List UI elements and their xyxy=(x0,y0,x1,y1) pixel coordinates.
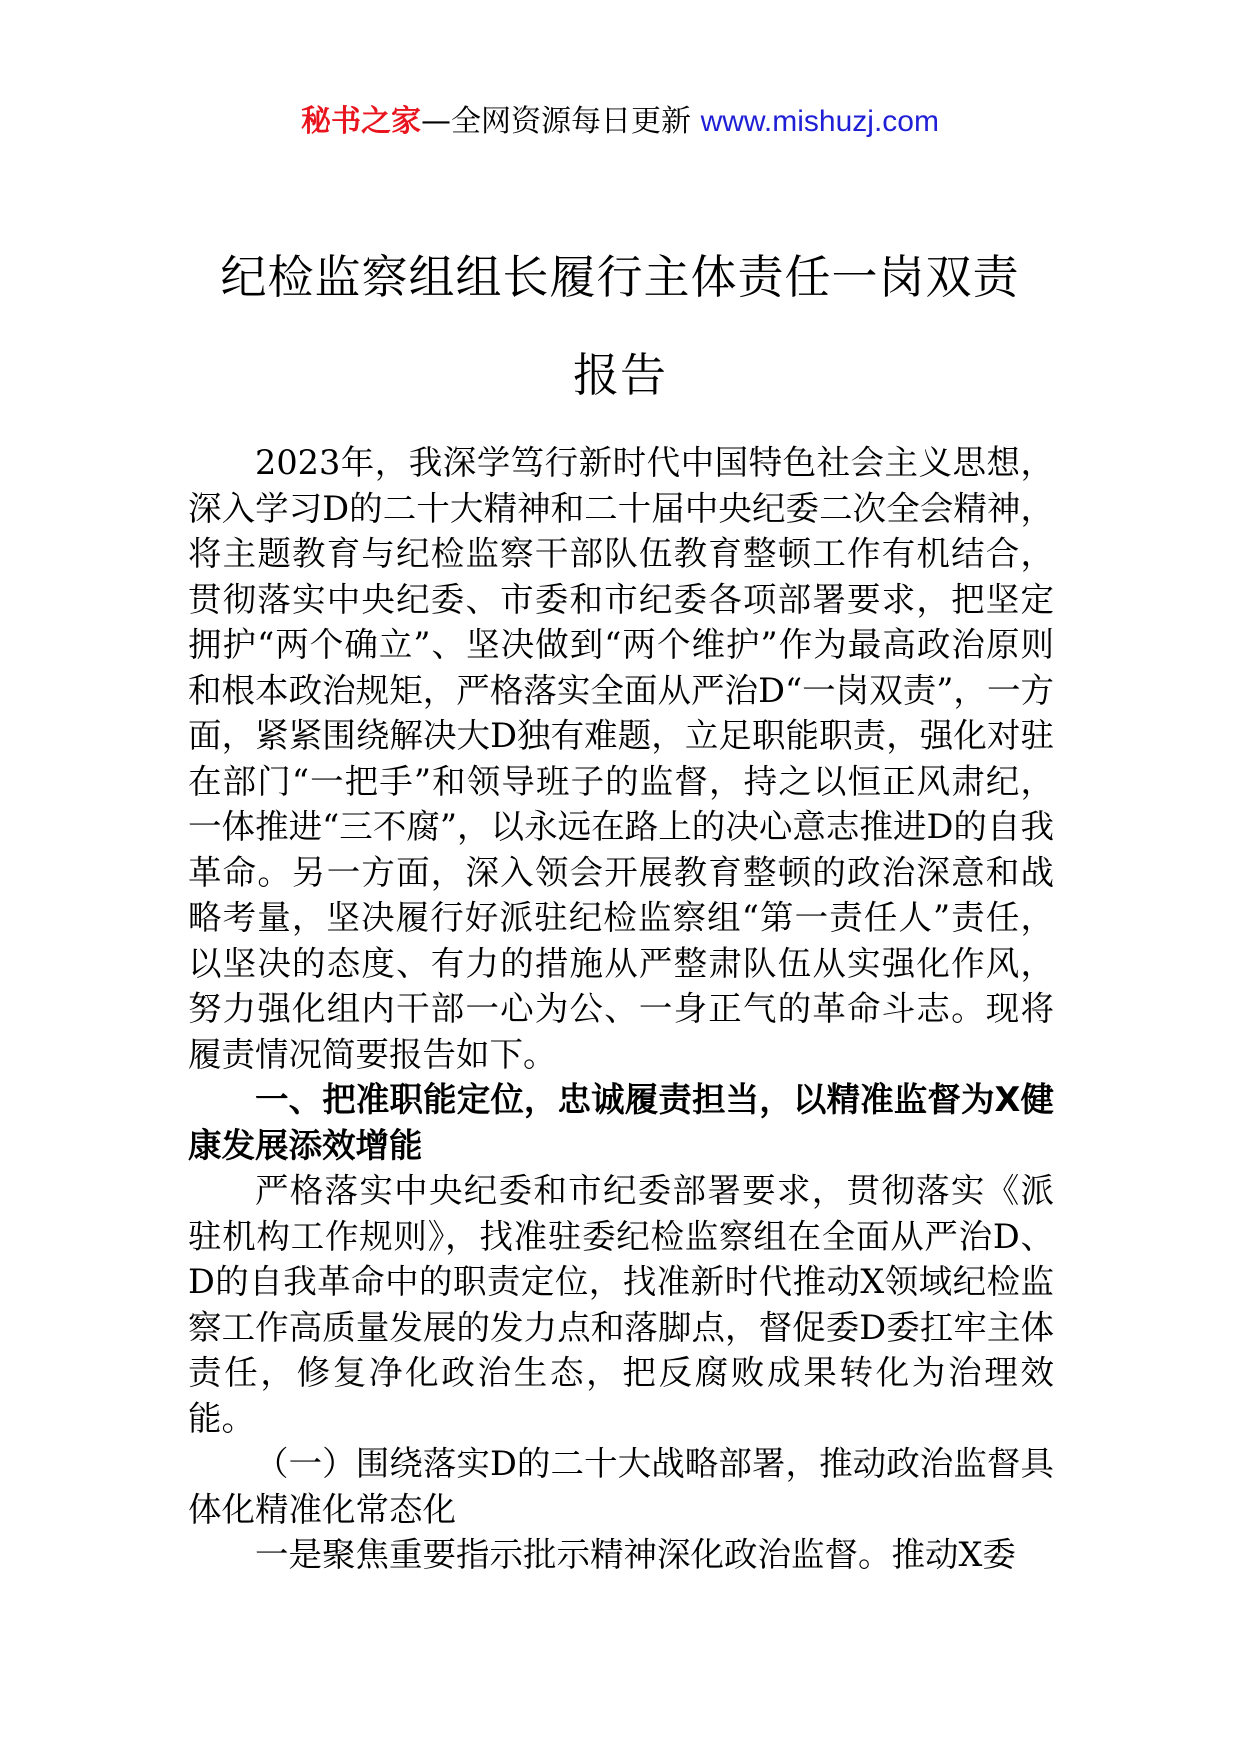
body-paragraph-intro: 2023年，我深学笃行新时代中国特色社会主义思想，深入学习D的二十大精神和二十届中央纪委二次全会精神，将主题教育与纪检监察干部队伍教育整顿工作有机结合，贯彻落实中央纪委、市委和市纪委各项部署要求，把坚定拥护“两个确立”、坚决做到“两个维护”作为最高政治原则和根本政治规矩，严格落实全面从严治D“一岗双责”，一方面，紧紧围绕解决大D独有难题，立足职能职责，强化对驻在部门“一把手”和领导班子的监督，持之以恒正风肃纪，一体推进“三不腐”，以永远在路上的决心意志推进D的自我革命。另一方面，深入领会开展教育整顿的政治深意和战略考量，坚决履行好派驻纪检监察组“第一责任人”责任，以坚决的态度、有力的措施从严整肃队伍从实强化作风，努力强化组内干部一心为公、一身正气的革命斗志。现将履责情况简要报告如下。 xyxy=(188,443,1054,1074)
brand-name: 秘书之家 xyxy=(301,104,422,139)
subsection-heading-1: （一）围绕落实D的二十大战略部署，推动政治监督具体化精准化常态化 xyxy=(188,1444,1054,1529)
document-title-line-2: 报告 xyxy=(573,348,667,402)
document-body xyxy=(188,440,1054,1578)
document-title-line-1: 纪检监察组组长履行主体责任一岗双责 xyxy=(220,250,1020,304)
site-url-link[interactable]: www.mishuzj.com xyxy=(700,105,939,138)
section-heading-1: 一、把准职能定位，忠诚履责担当，以精准监督为X健康发展添效增能 xyxy=(188,1080,1054,1165)
site-header xyxy=(0,100,1240,144)
header-tagline: —全网资源每日更新 xyxy=(421,104,692,139)
body-paragraph-section-1: 严格落实中央纪委和市纪委部署要求，贯彻落实《派驻机构工作规则》，找准驻委纪检监察组在全面从严治D、D的自我革命中的职责定位，找准新时代推动X领域纪检监察工作高质量发展的发力点和落脚点，督促委D委扛牢主体责任，修复净化政治生态，把反腐败成果转化为治理效能。 xyxy=(188,1171,1054,1438)
body-paragraph-point-1: 一是聚焦重要指示批示精神深化政治监督。推动X委 xyxy=(255,1535,1016,1574)
document-title xyxy=(160,228,1080,424)
